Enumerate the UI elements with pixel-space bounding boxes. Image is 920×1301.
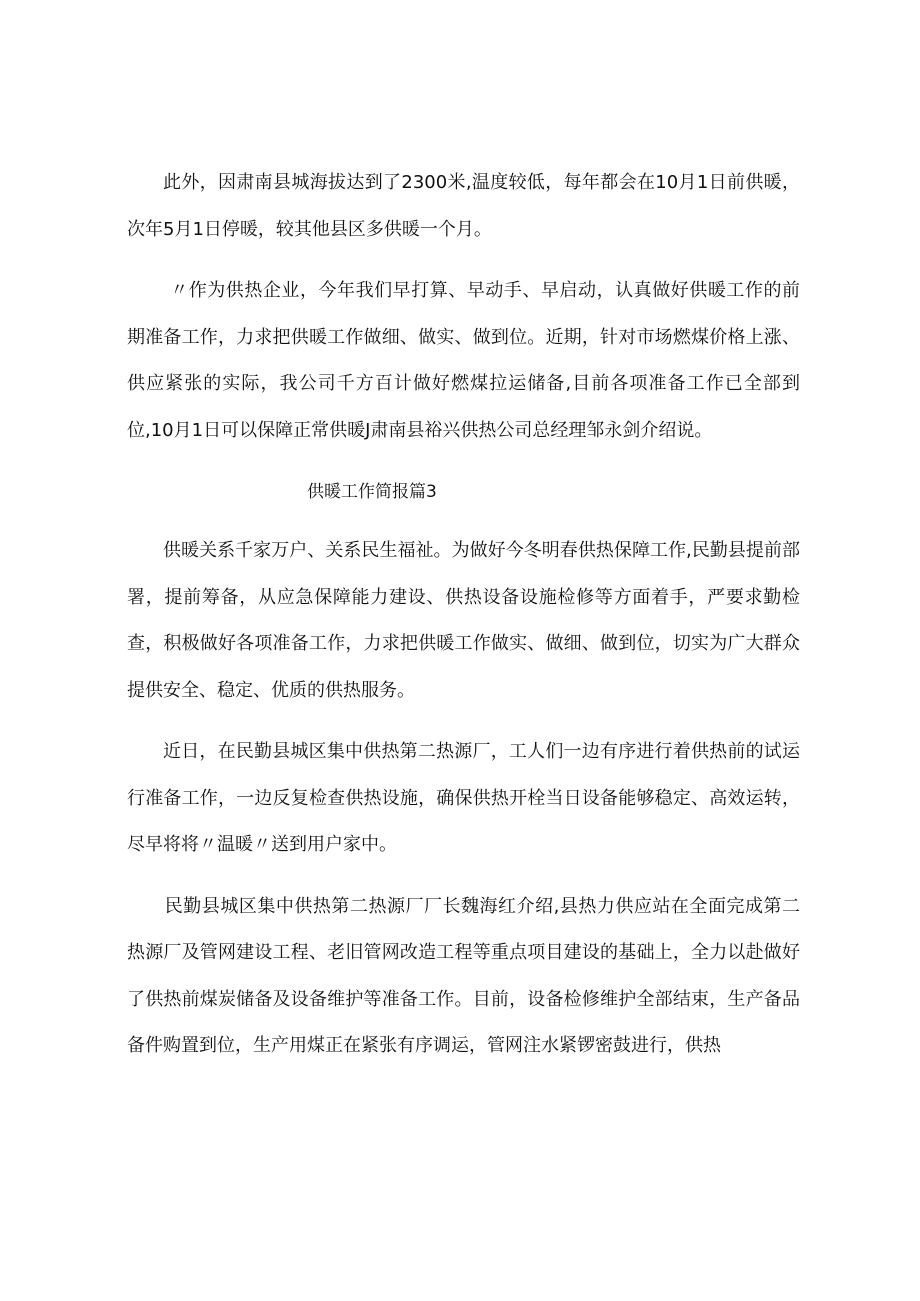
paragraph-plant-director: 民勤县城区集中供热第二热源厂厂长魏海红介绍,县热力供应站在全面完成第二热源厂及管网建设工程、老旧管网改造工程等重点项目建设的基础上，全力以赴做好了供热前煤炭储备及设备维护等准备工作。目前，设备检修维护全部结束，生产备品备件购置到位，生产用煤正在紧张有序调运，管网注水紧锣密鼓进行，供热 bbox=[127, 895, 800, 1056]
paragraph-heat-plant-trial: 近日，在民勤县城区集中供热第二热源厂，工人们一边有序进行着供热前的试运行准备工作，一边反复检查供热设施，确保供热开栓当日设备能够稳定、高效运转，尽早将将〃温暖〃送到用户家中。 bbox=[127, 741, 800, 855]
paragraph-heating-overview: 供暖关系千家万户、关系民生福祉。为做好今冬明春供热保障工作,民勤县提前部署，提前筹备，从应急保障能力建设、供热设备设施检修等方面着手，严要求勤检查，积极做好各项准备工作，力求把供暖工作做实、做细、做到位，切实为广大群众提供安全、稳定、优质的供热服务。 bbox=[127, 540, 800, 701]
section-heading: 供暖工作简报篇3 bbox=[307, 482, 437, 502]
paragraph-heating-schedule: 此外，因肃南县城海拔达到了2300米,温度较低，每年都会在10月1日前供暖，次年5月1日停暖，较其他县区多供暖一个月。 bbox=[127, 172, 800, 240]
paragraph-company-quote: 〃作为供热企业，今年我们早打算、早动手、早启动，认真做好供暖工作的前期准备工作，力求把供暖工作做细、做实、做到位。近期，针对市场燃煤价格上涨、供应紧张的实际，我公司千方百计做好燃煤拉运储备,目前各项准备工作已全部到位,10月1日可以保障正常供暖J肃南县裕兴供热公司总经理邹永剑介绍说。 bbox=[127, 280, 800, 441]
